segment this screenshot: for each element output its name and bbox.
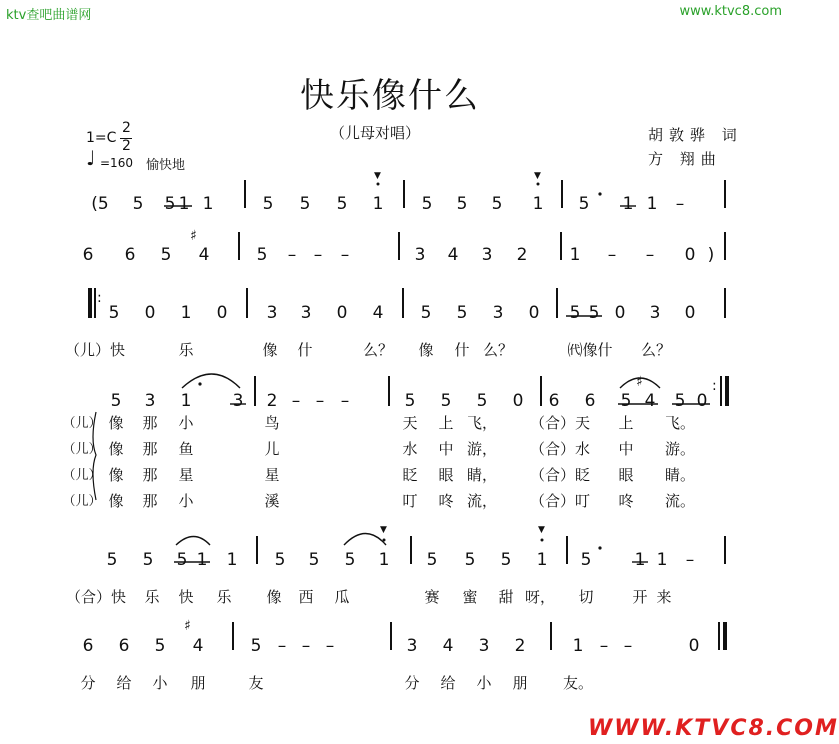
- verse-label: （儿）: [62, 416, 102, 431]
- note: 5: [456, 194, 468, 214]
- verse-lyric: 鸟: [264, 414, 280, 432]
- verse-lyric: （合）叮: [529, 492, 591, 510]
- lyric: 乐: [216, 588, 232, 606]
- note: 5: [132, 194, 144, 214]
- verse-lyric: 小: [178, 492, 194, 510]
- note: 5: [154, 636, 166, 656]
- watermark-right: www.ktvc8.com: [679, 4, 782, 19]
- note: (5: [91, 194, 109, 214]
- verse-lyric: 游。: [664, 440, 696, 458]
- verse-label: （儿）: [62, 468, 102, 483]
- note: 5: [274, 550, 286, 570]
- note: 0: [512, 391, 524, 411]
- note: 3: [232, 391, 244, 411]
- note: 5: [164, 194, 176, 214]
- note: –: [301, 636, 311, 656]
- lyric: 开: [632, 588, 648, 606]
- note: 3: [492, 303, 504, 323]
- verse-label: （儿）: [62, 442, 102, 457]
- quarter-note-icon: ♩: [86, 146, 96, 170]
- note: 5: [491, 194, 503, 214]
- svg-text:♯: ♯: [636, 374, 643, 390]
- note: 3: [414, 245, 426, 265]
- lyric: 什: [297, 341, 313, 359]
- note: 5: [464, 550, 476, 570]
- verse-lyric: 像: [108, 440, 124, 458]
- note: 5: [344, 550, 356, 570]
- note: 2: [266, 391, 278, 411]
- lyric: 快: [178, 588, 194, 606]
- lyric: 么？: [640, 341, 672, 359]
- note: 5: [456, 303, 468, 323]
- note: 6: [548, 391, 560, 411]
- verse-lyric: 星: [178, 466, 194, 484]
- lyric: 蜜: [462, 588, 478, 606]
- watermark-left: ktv查吧曲谱网: [6, 8, 92, 23]
- lyric: 给: [440, 674, 456, 692]
- note: 4: [442, 636, 454, 656]
- lyric: 朋: [512, 674, 528, 692]
- note: –: [315, 391, 325, 411]
- lyric: 么？: [482, 341, 514, 359]
- verse-lyric: 儿: [264, 440, 280, 458]
- verse-lyric: 星: [264, 466, 280, 484]
- note: 0: [528, 303, 540, 323]
- note: 5: [308, 550, 320, 570]
- note: 5: [500, 550, 512, 570]
- note: –: [287, 245, 297, 265]
- lyric: 什: [454, 341, 470, 359]
- verse-lyric: （合）眨: [529, 466, 591, 484]
- note: 1: [180, 303, 192, 323]
- note: 3: [266, 303, 278, 323]
- note: 6: [82, 245, 94, 265]
- note: 5: [256, 245, 268, 265]
- note: 5: [580, 550, 592, 570]
- verse-lyric: 那: [142, 440, 158, 458]
- verse-lyric: 游，: [466, 440, 498, 458]
- lyric: 赛: [424, 588, 440, 606]
- verse-lyric: 上: [618, 414, 634, 432]
- note: 4: [447, 245, 459, 265]
- note: 3: [144, 391, 156, 411]
- tempo-mark: 愉快地: [146, 158, 186, 173]
- note: 5: [176, 550, 188, 570]
- note: 0: [144, 303, 156, 323]
- note: –: [291, 391, 301, 411]
- footer-watermark: WWW.KTVC8.COM: [588, 716, 839, 741]
- lyric: 朋: [190, 674, 206, 692]
- note: 2: [516, 245, 528, 265]
- lyric: 像: [266, 588, 282, 606]
- note: 0: [216, 303, 228, 323]
- note: –: [325, 636, 335, 656]
- time-bottom: 2: [122, 138, 131, 154]
- note: 1: [572, 636, 584, 656]
- verse-lyric: 像: [108, 414, 124, 432]
- note: 5: [404, 391, 416, 411]
- lyric: 分: [80, 674, 96, 692]
- note: 3: [300, 303, 312, 323]
- note: 3: [481, 245, 493, 265]
- note: –: [340, 245, 350, 265]
- note: 1: [226, 550, 238, 570]
- note: 5: [620, 391, 632, 411]
- verse-lyric: 眼: [438, 466, 454, 484]
- lyric: 乐: [144, 588, 160, 606]
- lyric: 呀，: [524, 588, 556, 606]
- svg-text:▼: ▼: [534, 171, 541, 181]
- verse-lyric: 中: [618, 440, 634, 458]
- verse-lyric: 像: [108, 466, 124, 484]
- note: –: [675, 194, 685, 214]
- lyric: 瓜: [334, 588, 350, 606]
- lyric: 友。: [562, 674, 594, 692]
- note: 1: [196, 550, 208, 570]
- lyric: 小: [152, 674, 168, 692]
- lyric: 像: [418, 341, 434, 359]
- lyric: 甜: [498, 588, 514, 606]
- verse-lyric: 水: [402, 440, 418, 458]
- note: 5: [426, 550, 438, 570]
- verse-lyric: 那: [142, 466, 158, 484]
- svg-text:▼: ▼: [538, 525, 545, 535]
- lyric: 来: [656, 588, 672, 606]
- lyric: 友: [248, 674, 264, 692]
- note: 1: [569, 245, 581, 265]
- note: 4: [198, 245, 210, 265]
- note: 1: [634, 550, 646, 570]
- verse-lyric: 飞，: [466, 414, 498, 432]
- note: 1: [202, 194, 214, 214]
- verse-lyric: 流。: [664, 492, 696, 510]
- note: 5: [262, 194, 274, 214]
- note: 1: [178, 194, 190, 214]
- verse-lyric: 那: [142, 414, 158, 432]
- verse-label: （儿）: [62, 494, 102, 509]
- note: 5: [578, 194, 590, 214]
- note: 1: [180, 391, 192, 411]
- note: 5: [108, 303, 120, 323]
- note: 1: [532, 194, 544, 214]
- note: 5: [476, 391, 488, 411]
- note: 1: [378, 550, 390, 570]
- note: 5: [110, 391, 122, 411]
- time-top: 2: [122, 120, 131, 136]
- note: –: [685, 550, 695, 570]
- note: 0: [614, 303, 626, 323]
- note: 3: [649, 303, 661, 323]
- note: 5: [421, 194, 433, 214]
- verse-lyric: （合）水: [529, 440, 591, 458]
- svg-text:♯: ♯: [190, 228, 197, 244]
- note: –: [313, 245, 323, 265]
- note: 6: [584, 391, 596, 411]
- note: 6: [124, 245, 136, 265]
- lyricist: 胡敦骅 词: [648, 126, 743, 144]
- note: 5: [674, 391, 686, 411]
- svg-text:♯: ♯: [184, 618, 191, 634]
- note: –: [607, 245, 617, 265]
- verse-lyric: 流，: [466, 492, 498, 510]
- note: 0: [336, 303, 348, 323]
- verse-lyric: 上: [438, 414, 454, 432]
- note: 5: [569, 303, 581, 323]
- composer: 方 翔曲: [648, 150, 722, 168]
- verse-lyric: 睛，: [466, 466, 498, 484]
- verse-lyric: 叮: [402, 492, 418, 510]
- note: 1: [536, 550, 548, 570]
- note: 3: [406, 636, 418, 656]
- lyric: 像: [262, 341, 278, 359]
- note: 0: [684, 245, 696, 265]
- repeat-dots: :: [97, 290, 102, 306]
- verse-lyric: 小: [178, 414, 194, 432]
- note: –: [277, 636, 287, 656]
- tempo: =160: [100, 156, 133, 170]
- note: 5: [420, 303, 432, 323]
- verse-lyric: 鱼: [178, 440, 194, 458]
- lyric: 西: [298, 588, 314, 606]
- lyric: 给: [116, 674, 132, 692]
- note: 5: [142, 550, 154, 570]
- note: 1: [646, 194, 658, 214]
- note: 5: [440, 391, 452, 411]
- note: –: [340, 391, 350, 411]
- repeat-dots: :: [712, 378, 717, 394]
- verse-lyric: 中: [438, 440, 454, 458]
- verse-lyric: 天: [402, 414, 418, 432]
- verse-lyric: 溪: [264, 492, 280, 510]
- lyric: 分: [404, 674, 420, 692]
- subtitle: （儿母对唱）: [330, 124, 421, 142]
- lyric: （儿）快: [64, 341, 126, 359]
- note: 2: [514, 636, 526, 656]
- verse-lyric: 那: [142, 492, 158, 510]
- verse-lyric: 眼: [618, 466, 634, 484]
- svg-text:▼: ▼: [380, 525, 387, 535]
- verse-lyric: （合）天: [529, 414, 591, 432]
- note: –: [645, 245, 655, 265]
- note: ): [707, 245, 715, 265]
- lyric: 切: [578, 588, 594, 606]
- lyric: 乐: [178, 341, 194, 359]
- note: 4: [192, 636, 204, 656]
- svg-text:▼: ▼: [374, 171, 381, 181]
- verse-lyric: 飞。: [664, 414, 696, 432]
- note: 5: [160, 245, 172, 265]
- note: 5: [250, 636, 262, 656]
- note: 0: [696, 391, 708, 411]
- note: 1: [372, 194, 384, 214]
- note: 0: [688, 636, 700, 656]
- verse-lyric: 咚: [618, 492, 634, 510]
- lyric: ㈹像什: [567, 341, 613, 359]
- page-title: 快乐像什么: [300, 76, 480, 116]
- verse-lyric: 像: [108, 492, 124, 510]
- note: 5: [106, 550, 118, 570]
- note: 6: [118, 636, 130, 656]
- verse-lyric: 眨: [402, 466, 418, 484]
- note: 1: [656, 550, 668, 570]
- note: 4: [372, 303, 384, 323]
- note: –: [623, 636, 633, 656]
- note: 5: [588, 303, 600, 323]
- note: 4: [644, 391, 656, 411]
- key-signature: 1=C: [86, 130, 117, 146]
- lyric: 么？: [362, 341, 394, 359]
- note: –: [599, 636, 609, 656]
- note: 6: [82, 636, 94, 656]
- verse-lyric: 咚: [438, 492, 454, 510]
- note: 5: [336, 194, 348, 214]
- note: 5: [299, 194, 311, 214]
- note: 3: [478, 636, 490, 656]
- note: 1: [622, 194, 634, 214]
- verse-lyric: 睛。: [664, 466, 696, 484]
- lyric: （合）快: [65, 588, 127, 606]
- lyric: 小: [476, 674, 492, 692]
- note: 0: [684, 303, 696, 323]
